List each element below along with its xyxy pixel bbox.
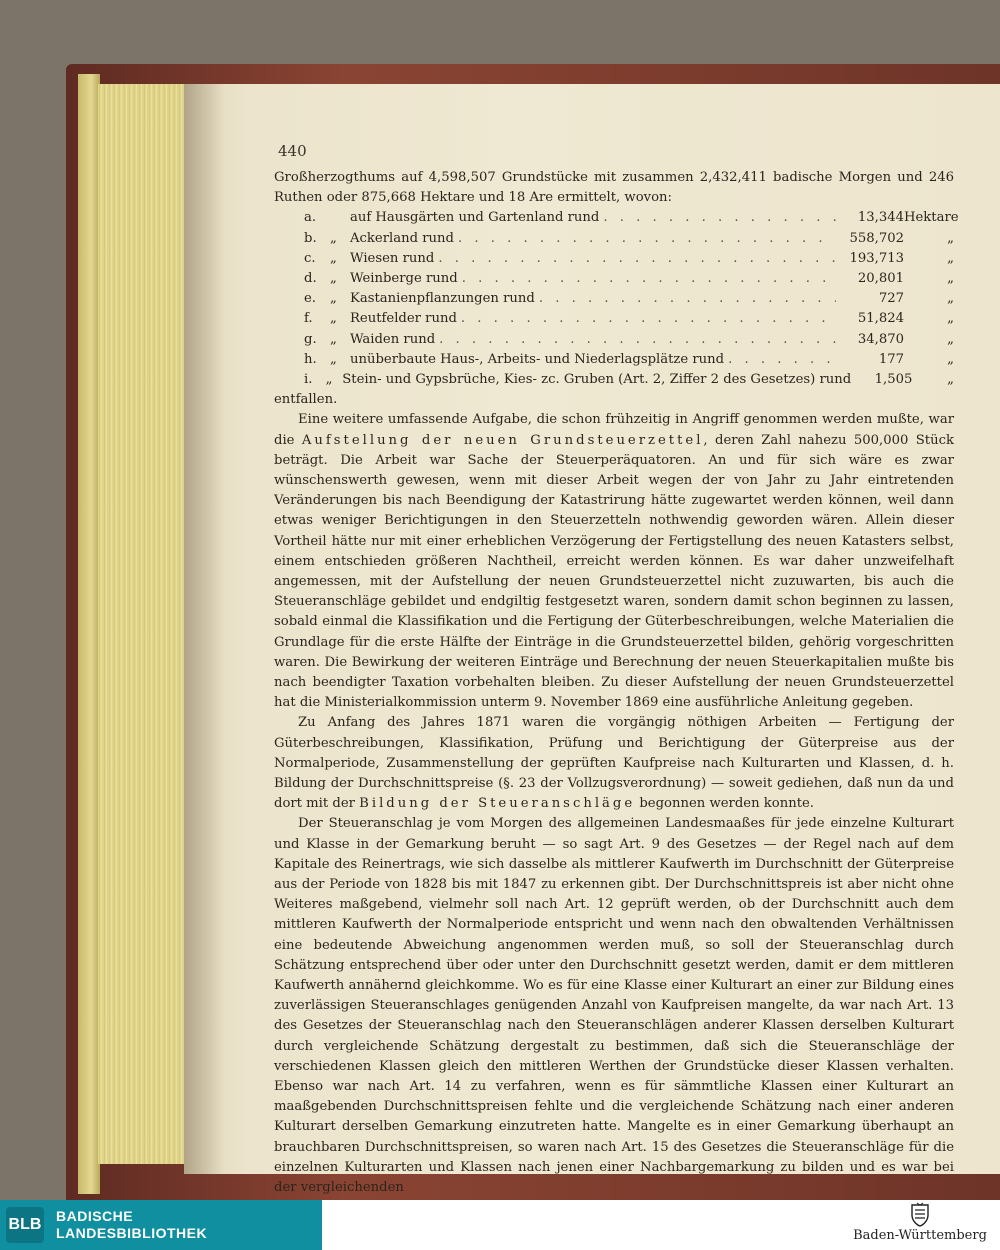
land-use-item <box>274 229 954 249</box>
state-logo[interactable] <box>850 1202 990 1248</box>
coat-of-arms-icon <box>908 1202 932 1228</box>
item-letter: e. <box>304 291 316 307</box>
item-leader-dots <box>439 330 836 350</box>
item-leader-dots <box>461 309 836 329</box>
item-name: Ackerland rund <box>350 230 454 246</box>
item-letter: d. <box>304 270 317 286</box>
item-leader-dots <box>462 269 836 289</box>
item-value: 34,870 <box>857 331 904 347</box>
land-use-list <box>274 208 959 390</box>
item-value: 13,344 <box>857 210 904 226</box>
intro-paragraph: Großherzogthums auf 4,598,507 Grundstücke mit zusammen 2,432,411 badische Morgen und 246 Ruthen oder 875,668 Hektare und 18 Are ermittelt, wovon: <box>274 170 954 206</box>
paragraph-1-emphasis: Aufstellung der neuen Grundsteuerzettel <box>301 432 704 448</box>
land-use-item <box>274 269 954 289</box>
book-spine-edge <box>78 74 100 1194</box>
item-value: 177 <box>878 351 904 367</box>
item-ditto: „ <box>330 270 337 286</box>
library-banner[interactable] <box>0 1200 322 1250</box>
item-ditto: „ <box>325 371 333 387</box>
library-name-line2: LANDESBIBLIOTHEK <box>56 1225 208 1241</box>
item-unit: „ <box>947 311 954 327</box>
item-leader-dots <box>438 249 836 269</box>
paragraph-2-emphasis: Bildung der Steueranschläge <box>359 796 636 812</box>
item-unit: „ <box>947 270 954 286</box>
item-name: Stein- und Gypsbrüche, Kies- zc. Gruben (Art. 2, Ziffer 2 des Gesetzes) rund <box>342 371 852 387</box>
item-unit: „ <box>947 291 954 307</box>
land-use-item <box>274 289 954 309</box>
item-unit: „ <box>947 250 954 266</box>
item-ditto: „ <box>330 291 337 307</box>
land-use-item <box>274 249 954 269</box>
item-unit: „ <box>947 331 954 347</box>
list-closing: entfallen. <box>274 392 338 408</box>
item-value: 51,824 <box>857 311 904 327</box>
item-value: 558,702 <box>849 230 904 246</box>
paragraph-1-start: Eine weitere umfassende Aufgabe, die schon frühzeitig in Angriff genommen werden mußte, war die <box>274 412 954 448</box>
item-name: auf Hausgärten und Gartenland rund <box>350 210 600 226</box>
item-unit: Hektare <box>904 210 959 226</box>
page-number: 440 <box>278 142 307 160</box>
item-unit: „ <box>947 230 954 246</box>
page-text <box>274 168 959 1198</box>
item-name: Reutfelder rund <box>350 311 457 327</box>
paragraph-3: Der Steueranschlag je vom Morgen des allgemeinen Landesmaaßes für jede einzelne Kulturart und Klasse in der Gemarkung beruht — so sagt Art. 9 des Gesetzes — der Regel nach auf dem Kapitale des Reinertrags, wie sich dasselbe als mittlerer Kaufwerth im Durchschnitt der Güterpreise aus der Periode von 1828 bis mit 1847 zu erkennen gibt. Der Durchschnittspreis ist aber nicht ohne Weiteres maßgebend, vielmehr soll nach Art. 12 geprüft werden, ob der Durchschnitt auch dem mittleren Kaufwerth der Normalperiode entspricht und wenn nach den obwaltenden Verhältnissen eine bedeutende Abweichung angenommen werden muß, so soll der Steueranschlag durch Schätzung entsprechend über oder unter den Durchschnitt gesetzt werden, damit er dem mittleren Kaufwerth annähernd gleichkomme. Wo es für eine Klasse einer Kulturart an einer zur Bildung eines zuverlässigen Steueranschlages genügenden Anzahl von Kaufpreisen mangelte, da war nach Art. 13 des Gesetzes der Steueranschlag nach den Steueranschlägen anderer Klassen derselben Kulturart durch vergleichende Schätzung dergestalt zu bestimmen, daß sich die Steueranschläge der verschiedenen Klassen gleich den mittleren Werthen der Grundstücke dieser Klassen verhalten. Ebenso war nach Art. 14 zu verfahren, wenn es für sämmtliche Klassen einer Kulturart an maaßgebenden Durchschnittspreisen fehlte und die vergleichende Schätzung nach einer anderen Kulturart derselben Gemarkung einzutreten hatte. Mangelte es in einer Gemarkung überhaupt an brauchbaren Durchschnittspreisen, so waren nach Art. 15 des Gesetzes die Steueranschläge für die einzelnen Kulturarten und Klassen nach jenen einer Nachbargemarkung zu bilden und es war bei der vergleichenden <box>274 816 954 1196</box>
footer-bar <box>0 1200 1000 1250</box>
paragraph-2-start: Zu Anfang des Jahres 1871 waren die vorgängig nöthigen Arbeiten — Fertigung der Güterbeschreibungen, Klassifikation, Prüfung und Berichtigung der Güterpreise aus der Normalperiode, Zusammenstellung der geprüften Kaufpreise nach Kulturarten und Klassen, d. h. Bildung der Durchschnittspreise (§. 23 der Vollzugsverordnung) — soweit gediehen, daß nun da und dort mit der <box>274 715 954 812</box>
item-name: Wiesen rund <box>350 250 435 266</box>
item-leader-dots <box>728 350 836 370</box>
item-unit: „ <box>947 351 954 367</box>
item-letter: a. <box>304 210 317 226</box>
item-value: 20,801 <box>857 270 904 286</box>
library-name-line1: BADISCHE <box>56 1208 134 1224</box>
library-name <box>56 1208 207 1242</box>
item-ditto: „ <box>330 311 337 327</box>
paragraph-2 <box>274 713 954 814</box>
item-ditto: „ <box>330 331 337 347</box>
page-edges <box>98 84 190 1164</box>
item-ditto: „ <box>330 351 337 367</box>
item-letter: b. <box>304 230 317 246</box>
land-use-item <box>274 370 954 390</box>
paragraph-2-rest: begonnen werden konnte. <box>639 796 815 812</box>
item-letter: c. <box>304 250 316 266</box>
item-unit: „ <box>947 371 955 387</box>
paragraph-1-rest: , deren Zahl nahezu 500,000 Stück beträgt. Die Arbeit war Sache der Steuerperäquatoren. An und für sich wäre es zwar wünschenswerth gewesen, wenn mit dieser Arbeit wegen der von Jahr zu Jahr eintretenden Veränderungen bis nach Beendigung der Katastrirung hätte zugewartet werden können, weil dann etwas weniger Berichtigungen in den Steuerzetteln nothwendig geworden wären. Allein dieser Vortheil hätte nur mit einer erheblichen Verzögerung der Fertigstellung des neuen Katasters selbst, einem entschieden größeren Nachtheil, erreicht werden können. Es war daher unzweifelhaft angemessen, mit der Aufstellung der neuen Grundsteuerzettel nicht zuzuwarten, bis auch die Steueranschläge gebildet und endgiltig festgesetzt waren, sondern damit schon beginnen zu lassen, sobald einmal die Klassifikation und die Fertigung der Güterbeschreibungen, welche Materialien die Grundlage für die erste Hälfte der Einträge in die Grundsteuerzettel bilden, gehörig vorgeschritten waren. Die Bewirkung der weiteren Einträge und Berechnung der neuen Steuerkapitalien mußte bis nach beendigter Taxation vorbehalten bleiben. Zu dieser Aufstellung der neuen Grundsteuerzettel hat die Ministerialkommission unterm 9. November 1869 eine ausführliche Anleitung gegeben. <box>274 432 954 711</box>
land-use-item <box>274 208 959 228</box>
item-name: unüberbaute Haus-, Arbeits- und Niederlagsplätze rund <box>350 351 725 367</box>
item-leader-dots <box>603 208 836 228</box>
paragraph-1 <box>274 410 954 713</box>
item-leader-dots <box>539 289 836 309</box>
item-ditto: „ <box>330 230 337 246</box>
item-letter: i. <box>304 371 313 387</box>
state-name: Baden-Württemberg <box>853 1228 987 1243</box>
item-letter: h. <box>304 351 317 367</box>
item-ditto: „ <box>330 250 337 266</box>
item-letter: f. <box>304 311 313 327</box>
item-name: Kastanienpflanzungen rund <box>350 291 535 307</box>
item-value: 727 <box>878 291 904 307</box>
item-letter: g. <box>304 331 317 347</box>
blb-logo: BLB <box>6 1207 44 1243</box>
item-value: 1,505 <box>874 371 913 387</box>
land-use-item <box>274 350 954 370</box>
item-name: Waiden rund <box>350 331 436 347</box>
item-value: 193,713 <box>849 250 904 266</box>
item-leader-dots <box>458 229 836 249</box>
land-use-item <box>274 309 954 329</box>
page-gutter-shadow <box>184 84 224 1174</box>
item-name: Weinberge rund <box>350 270 458 286</box>
land-use-item <box>274 330 954 350</box>
